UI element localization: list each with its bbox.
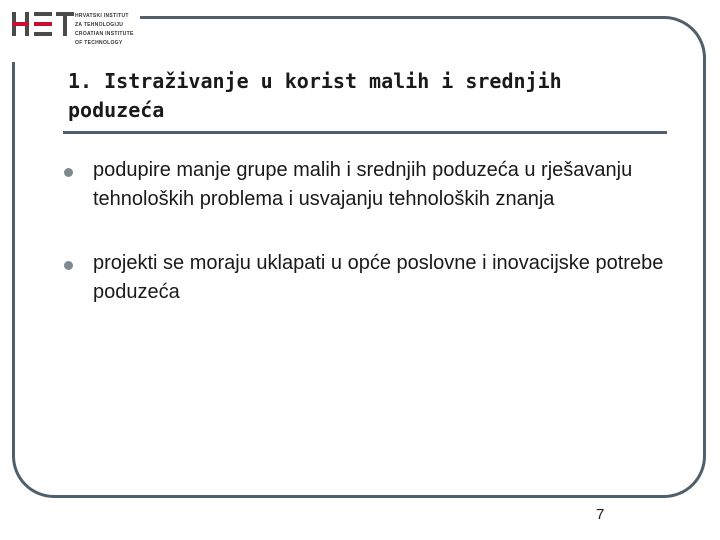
hit-logo-mark <box>12 12 74 36</box>
bullet-list <box>64 156 664 307</box>
logo-text <box>75 12 145 48</box>
bullet-dot-icon <box>64 168 73 177</box>
page-number: 7 <box>596 506 605 523</box>
bullet-item <box>64 249 664 307</box>
bullet-text: projekti se moraju uklapati u opće poslovne i inovacijske potrebe poduzeća <box>93 252 664 303</box>
logo-line: CROATIAN INSTITUTE <box>75 31 134 37</box>
slide-title: 1. Istraživanje u korist malih i srednjih poduzeća <box>68 69 562 122</box>
logo-line: ZA TEHNOLOGIJU <box>75 22 124 28</box>
logo-area <box>0 0 140 62</box>
logo-line: HRVATSKI INSTITUT <box>75 13 129 19</box>
bullet-item <box>64 156 664 214</box>
bullet-text: podupire manje grupe malih i srednjih poduzeća u rješavanju tehnoloških problema i usvajanju tehnoloških znanja <box>93 159 633 210</box>
bullet-dot-icon <box>64 261 73 270</box>
title-divider <box>63 131 667 134</box>
logo-line: OF TECHNOLOGY <box>75 40 123 46</box>
